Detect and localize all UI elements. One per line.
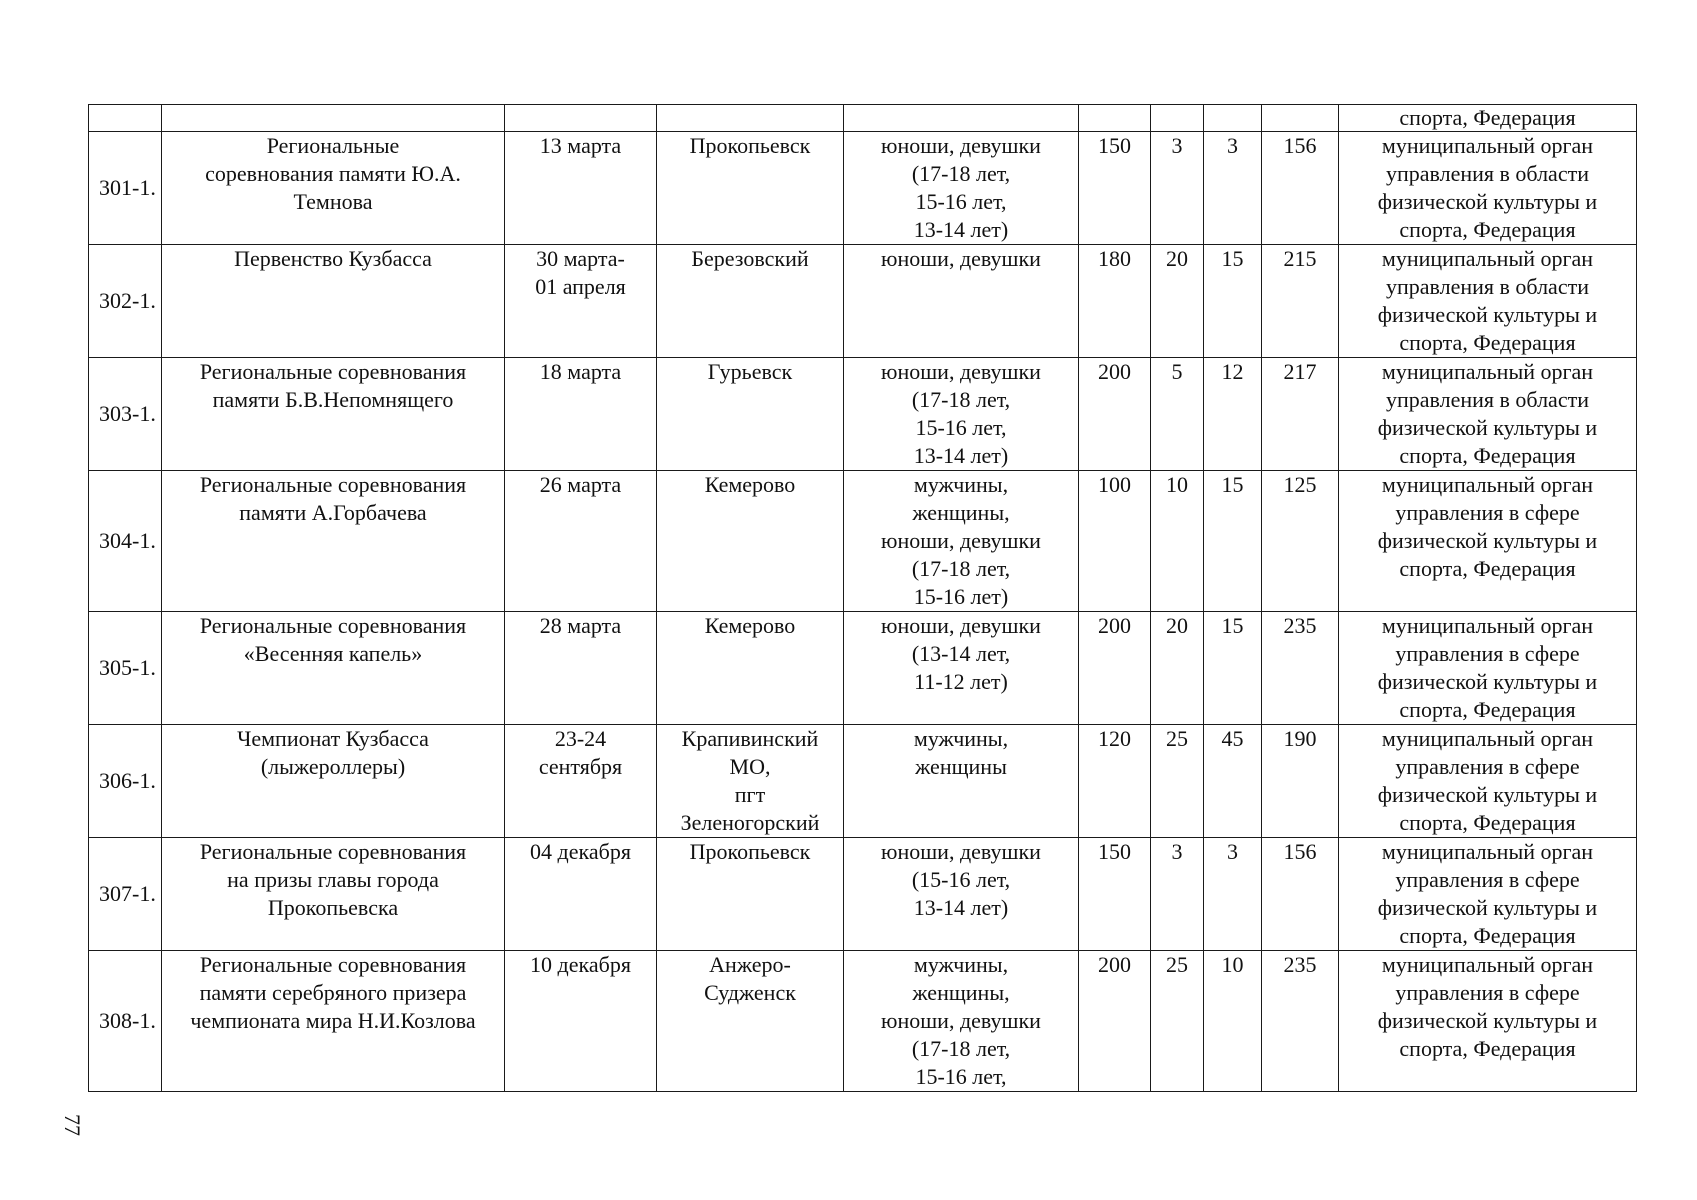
cell-organizers: муниципальный орган управления в сфере физической культуры и спорта, Федерация xyxy=(1339,612,1637,725)
cell-athletes: 120 xyxy=(1079,725,1151,838)
cell-dates xyxy=(505,105,657,132)
cell-total: 235 xyxy=(1262,951,1339,1092)
cell-athletes: 100 xyxy=(1079,471,1151,612)
cell-place: Крапивинский МО, пгт Зеленогорский xyxy=(657,725,844,838)
cell-athletes: 150 xyxy=(1079,132,1151,245)
cell-place: Кемерово xyxy=(657,612,844,725)
cell-participants: мужчины, женщины, юноши, девушки (17-18 лет, 15-16 лет, xyxy=(844,951,1079,1092)
cell-organizers: муниципальный орган управления в сфере физической культуры и спорта, Федерация xyxy=(1339,951,1637,1092)
cell-judges: 10 xyxy=(1204,951,1262,1092)
cell-place: Березовский xyxy=(657,245,844,358)
cell-number: 306-1. xyxy=(89,725,162,838)
cell-athletes: 200 xyxy=(1079,951,1151,1092)
cell-total: 125 xyxy=(1262,471,1339,612)
table-row xyxy=(89,838,1637,951)
cell-total: 156 xyxy=(1262,838,1339,951)
cell-place: Кемерово xyxy=(657,471,844,612)
cell-organizers: муниципальный орган управления в области физической культуры и спорта, Федерация xyxy=(1339,358,1637,471)
cell-coaches xyxy=(1151,105,1204,132)
cell-name: Региональные соревнования «Весенняя капель» xyxy=(162,612,505,725)
cell-participants: юноши, девушки (17-18 лет, 15-16 лет, 13-14 лет) xyxy=(844,132,1079,245)
cell-coaches: 3 xyxy=(1151,838,1204,951)
cell-place: Прокопьевск xyxy=(657,838,844,951)
cell-participants: юноши, девушки (15-16 лет, 13-14 лет) xyxy=(844,838,1079,951)
cell-number: 302-1. xyxy=(89,245,162,358)
table-row xyxy=(89,471,1637,612)
table-row xyxy=(89,245,1637,358)
cell-total: 217 xyxy=(1262,358,1339,471)
cell-name: Региональные соревнования на призы главы города Прокопьевска xyxy=(162,838,505,951)
cell-judges: 15 xyxy=(1204,245,1262,358)
cell-athletes: 200 xyxy=(1079,358,1151,471)
events-table xyxy=(88,104,1637,1092)
table-row xyxy=(89,358,1637,471)
table-row xyxy=(89,725,1637,838)
cell-dates: 30 марта- 01 апреля xyxy=(505,245,657,358)
cell-participants: юноши, девушки (17-18 лет, 15-16 лет, 13-14 лет) xyxy=(844,358,1079,471)
cell-judges: 45 xyxy=(1204,725,1262,838)
table-row xyxy=(89,612,1637,725)
cell-place: Анжеро- Судженск xyxy=(657,951,844,1092)
cell-judges xyxy=(1204,105,1262,132)
cell-dates: 18 марта xyxy=(505,358,657,471)
cell-name: Первенство Кузбасса xyxy=(162,245,505,358)
cell-dates: 13 марта xyxy=(505,132,657,245)
cell-organizers: муниципальный орган управления в области физической культуры и спорта, Федерация xyxy=(1339,132,1637,245)
cell-organizers: муниципальный орган управления в области физической культуры и спорта, Федерация xyxy=(1339,245,1637,358)
cell-judges: 12 xyxy=(1204,358,1262,471)
cell-name: Региональные соревнования памяти серебряного призера чемпионата мира Н.И.Козлова xyxy=(162,951,505,1092)
cell-organizers: муниципальный орган управления в сфере физической культуры и спорта, Федерация xyxy=(1339,838,1637,951)
cell-place: Прокопьевск xyxy=(657,132,844,245)
cell-total: 215 xyxy=(1262,245,1339,358)
cell-dates: 10 декабря xyxy=(505,951,657,1092)
cell-organizers: муниципальный орган управления в сфере физической культуры и спорта, Федерация xyxy=(1339,471,1637,612)
cell-coaches: 25 xyxy=(1151,725,1204,838)
cell-athletes: 150 xyxy=(1079,838,1151,951)
cell-number xyxy=(89,105,162,132)
cell-judges: 3 xyxy=(1204,838,1262,951)
cell-total xyxy=(1262,105,1339,132)
cell-place xyxy=(657,105,844,132)
cell-judges: 3 xyxy=(1204,132,1262,245)
cell-number: 303-1. xyxy=(89,358,162,471)
cell-judges: 15 xyxy=(1204,471,1262,612)
cell-number: 304-1. xyxy=(89,471,162,612)
cell-organizers: спорта, Федерация xyxy=(1339,105,1637,132)
cell-participants: мужчины, женщины xyxy=(844,725,1079,838)
cell-total: 156 xyxy=(1262,132,1339,245)
cell-coaches: 3 xyxy=(1151,132,1204,245)
cell-number: 301-1. xyxy=(89,132,162,245)
cell-athletes: 180 xyxy=(1079,245,1151,358)
cell-dates: 23-24 сентября xyxy=(505,725,657,838)
cell-place: Гурьевск xyxy=(657,358,844,471)
table-row xyxy=(89,132,1637,245)
cell-name xyxy=(162,105,505,132)
table-row-continuation xyxy=(89,105,1637,132)
table-row xyxy=(89,951,1637,1092)
cell-number: 307-1. xyxy=(89,838,162,951)
cell-athletes xyxy=(1079,105,1151,132)
cell-name: Чемпионат Кузбасса (лыжероллеры) xyxy=(162,725,505,838)
cell-coaches: 25 xyxy=(1151,951,1204,1092)
cell-total: 235 xyxy=(1262,612,1339,725)
cell-coaches: 20 xyxy=(1151,612,1204,725)
cell-number: 305-1. xyxy=(89,612,162,725)
cell-organizers: муниципальный орган управления в сфере физической культуры и спорта, Федерация xyxy=(1339,725,1637,838)
cell-name: Региональные соревнования памяти А.Горбачева xyxy=(162,471,505,612)
cell-athletes: 200 xyxy=(1079,612,1151,725)
cell-name: Региональные соревнования памяти Б.В.Непомнящего xyxy=(162,358,505,471)
cell-total: 190 xyxy=(1262,725,1339,838)
cell-participants xyxy=(844,105,1079,132)
cell-coaches: 20 xyxy=(1151,245,1204,358)
cell-judges: 15 xyxy=(1204,612,1262,725)
cell-name: Региональные соревнования памяти Ю.А. Темнова xyxy=(162,132,505,245)
cell-dates: 28 марта xyxy=(505,612,657,725)
cell-coaches: 10 xyxy=(1151,471,1204,612)
cell-participants: юноши, девушки (13-14 лет, 11-12 лет) xyxy=(844,612,1079,725)
cell-coaches: 5 xyxy=(1151,358,1204,471)
cell-participants: мужчины, женщины, юноши, девушки (17-18 лет, 15-16 лет) xyxy=(844,471,1079,612)
page-number: 77 xyxy=(60,1114,85,1136)
cell-dates: 26 марта xyxy=(505,471,657,612)
cell-participants: юноши, девушки xyxy=(844,245,1079,358)
cell-dates: 04 декабря xyxy=(505,838,657,951)
cell-number: 308-1. xyxy=(89,951,162,1092)
